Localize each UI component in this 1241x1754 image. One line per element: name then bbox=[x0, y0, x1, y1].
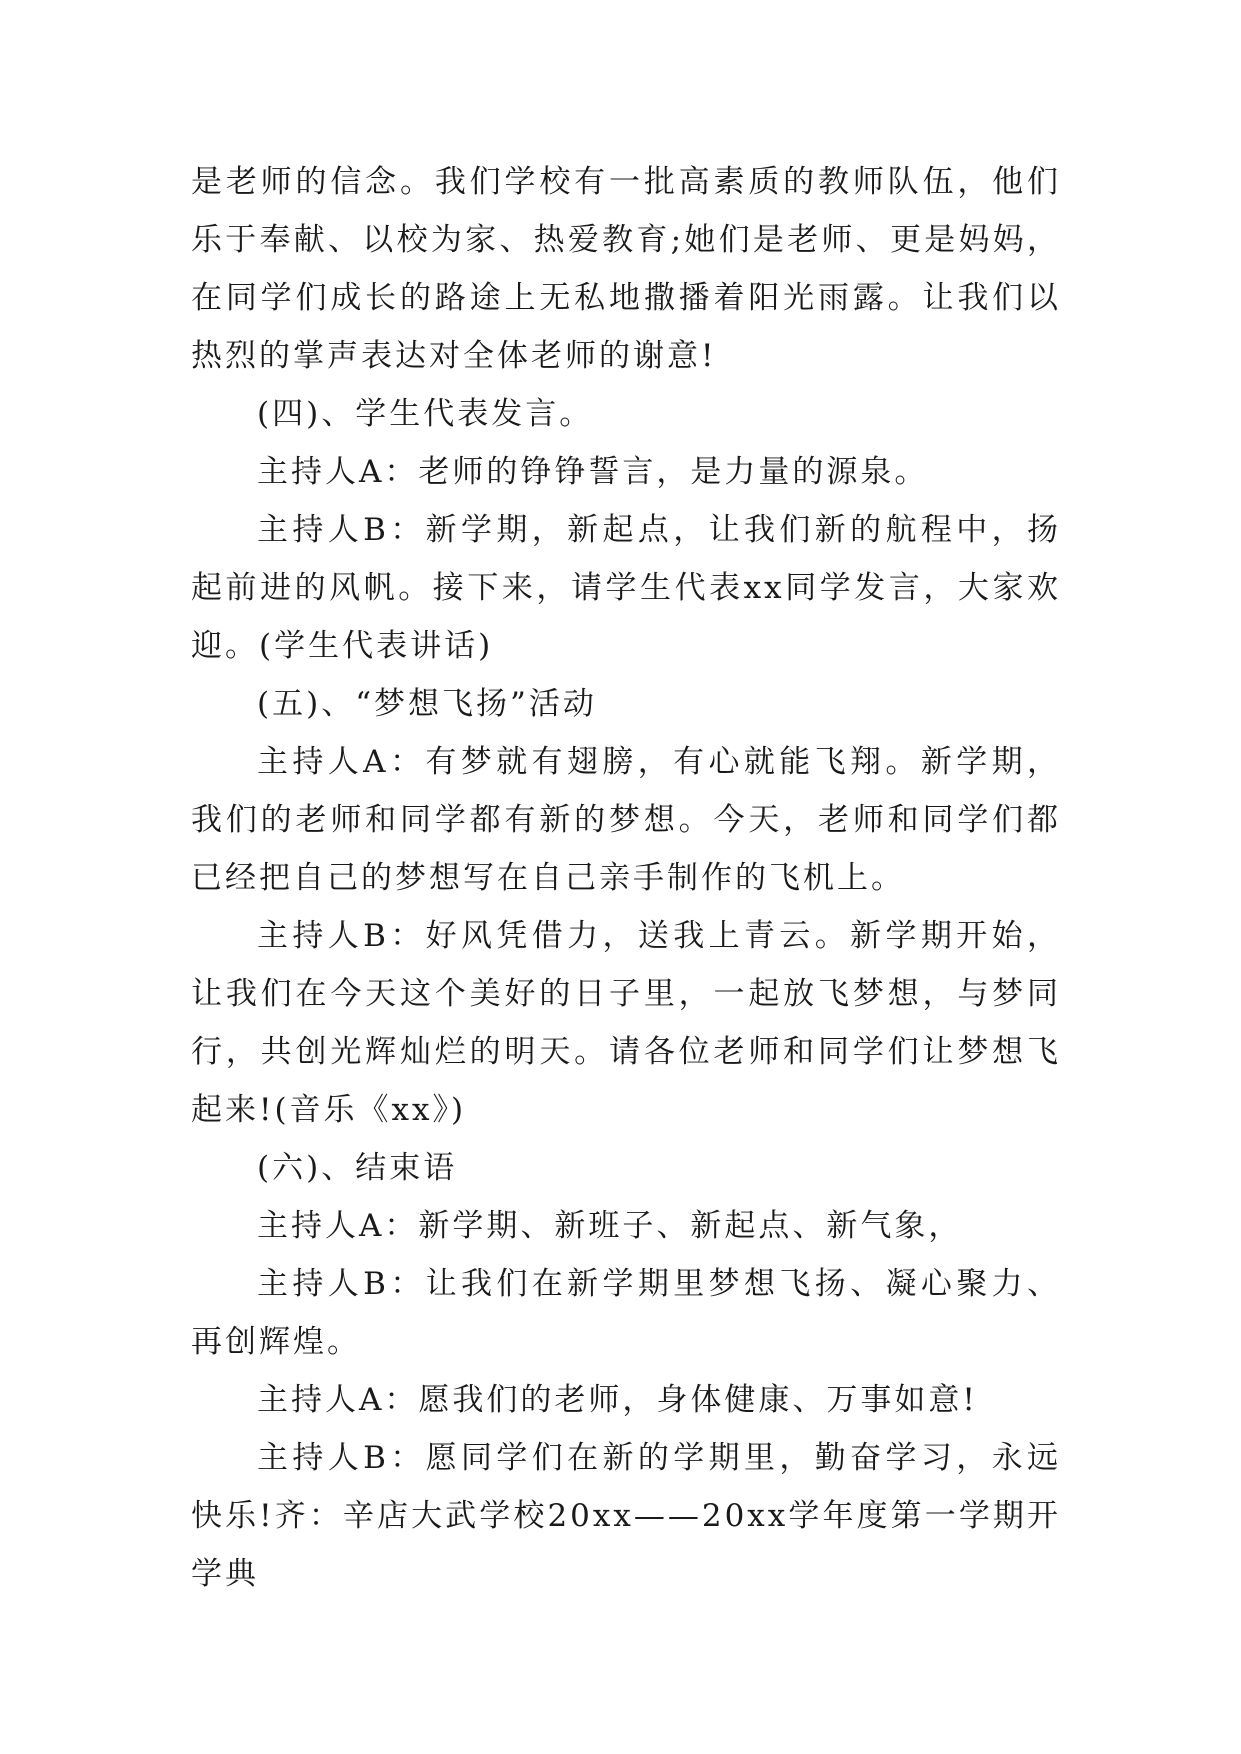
section-heading-student-speech: (四)、学生代表发言。 bbox=[257, 396, 594, 432]
paragraph-host-a-1: 主持人A：老师的铮铮誓言，是力量的源泉。 bbox=[257, 454, 929, 490]
paragraph-host-b-2: 主持人B：好风凭借力，送我上青云。新学期开始，让我们在今天这个美好的日子里，一起放飞梦想，与梦同行，共创光辉灿烂的明天。请各位老师和同学们让梦想飞起来!(音乐《xx》) bbox=[191, 918, 1061, 1128]
paragraph-teacher-tribute: 是老师的信念。我们学校有一批高素质的教师队伍，他们乐于奉献、以校为家、热爱教育;她们是老师、更是妈妈，在同学们成长的路途上无私地撒播着阳光雨露。让我们以热烈的掌声表达对全体老师的谢意! bbox=[191, 164, 1061, 374]
paragraph-host-b-4: 主持人B：愿同学们在新的学期里，勤奋学习，永远快乐!齐：辛店大武学校20xx——20xx学年度第一学期开学典 bbox=[191, 1440, 1061, 1592]
paragraph-host-b-1: 主持人B：新学期，新起点，让我们新的航程中，扬起前进的风帆。接下来，请学生代表xx同学发言，大家欢迎。(学生代表讲话) bbox=[191, 512, 1061, 664]
section-heading-closing: (六)、结束语 bbox=[257, 1150, 458, 1186]
document-page bbox=[191, 153, 1061, 1603]
paragraph-host-a-4: 主持人A：愿我们的老师，身体健康、万事如意! bbox=[257, 1382, 978, 1418]
section-heading-dream-activity: (五)、“梦想飞扬”活动 bbox=[257, 686, 597, 722]
paragraph-host-a-3: 主持人A：新学期、新班子、新起点、新气象， bbox=[257, 1208, 963, 1244]
paragraph-host-b-3: 主持人B：让我们在新学期里梦想飞扬、凝心聚力、再创辉煌。 bbox=[191, 1266, 1061, 1360]
paragraph-host-a-2: 主持人A：有梦就有翅膀，有心就能飞翔。新学期，我们的老师和同学都有新的梦想。今天，老师和同学们都已经把自己的梦想写在自己亲手制作的飞机上。 bbox=[191, 744, 1061, 896]
